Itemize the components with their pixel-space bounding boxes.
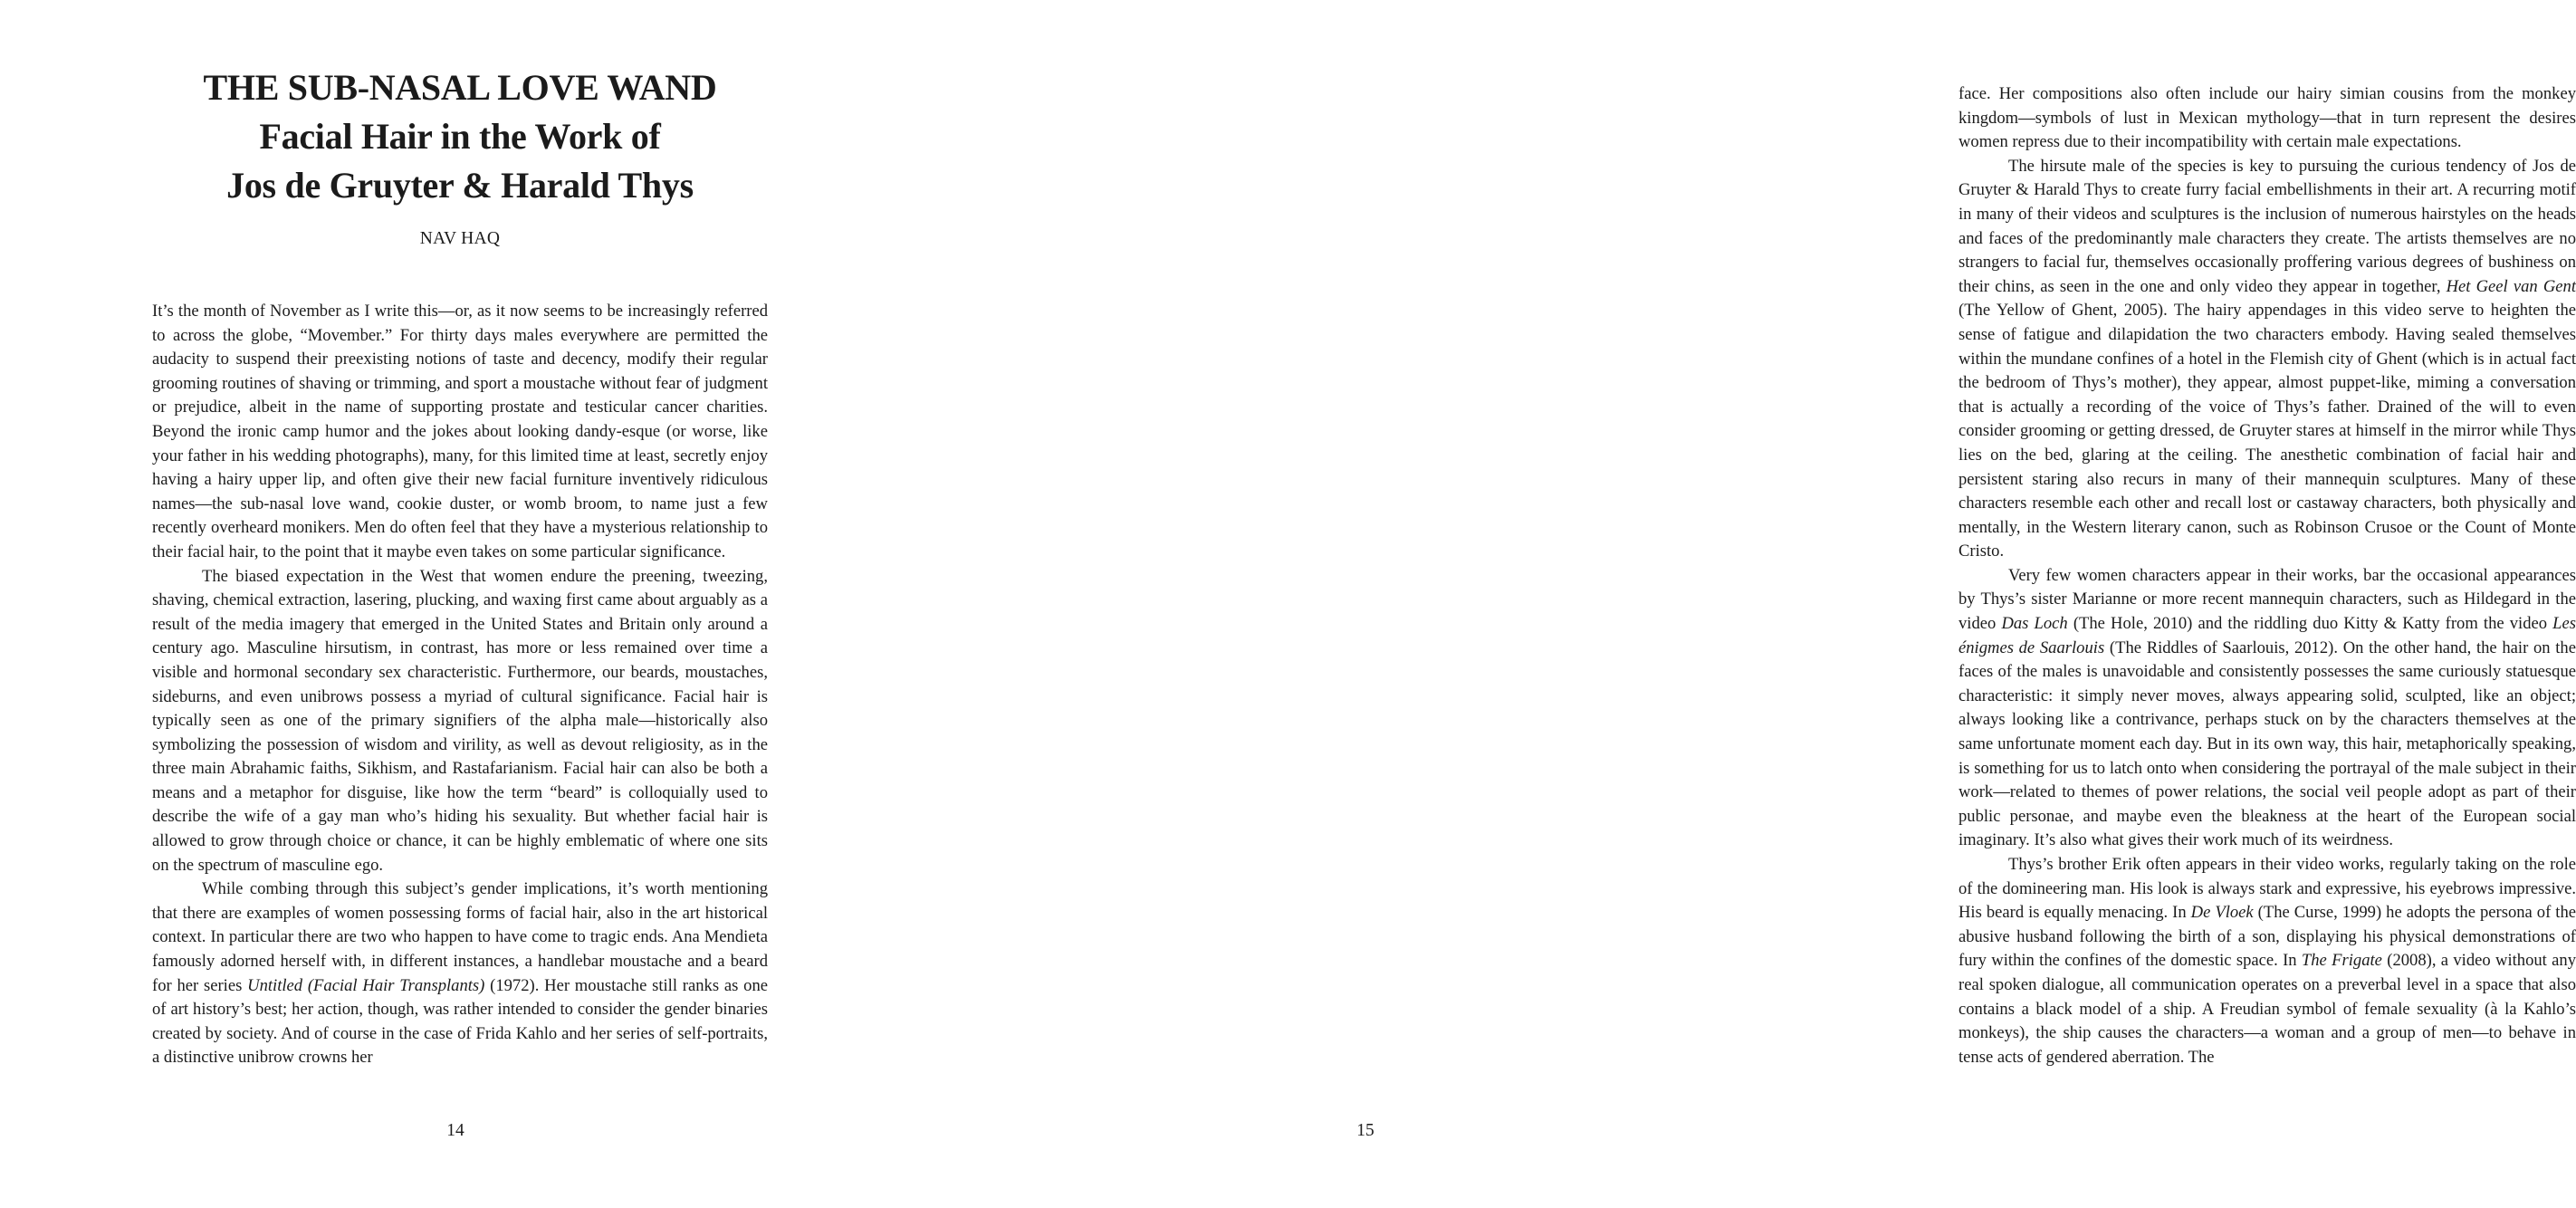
text-run: (2008), a video without any real spoken dialogue, all communication operates on a preverbal level in a space that also contains a black model of a ship. A Freudian symbol of female sexuality (à la Kahlo’s monkeys), the ship causes the characters—a woman and a group of men—to behave in tense acts of gendered aberration. The (1958, 951, 2576, 1067)
italic-title: De Vloek (2190, 903, 2254, 923)
title-line-1: THE SUB-NASAL LOVE WAND (203, 67, 717, 108)
paragraph (152, 565, 768, 878)
left-page (0, 0, 905, 1208)
text-run: (The Hole, 2010) and the riddling duo Kitty & Katty from the video (2067, 614, 2553, 634)
page-number-left: 14 (446, 1121, 464, 1140)
left-body-text (152, 300, 768, 1070)
paragraph (1958, 155, 2576, 564)
text-run: (1972). Her moustache still ranks as one of art history’s best; her action, though, was rather intended to consider the gender binaries created by society. And of course in the case of Frida Kahlo and her series of self-portraits, a distinctive unibrow crowns her (152, 975, 768, 1068)
text-run: (The Yellow of Ghent, 2005). The hairy appendages in this video serve to heighten the sense of fatigue and dilapidation the two characters embody. Having sealed themselves within the mundane confines of a hotel in the Flemish city of Ghent (which is in actual fact the bedroom of Thys’s mother), they appear, almost puppet-like, miming a conversation that is actually a recording of the voice of Thys’s father. Drained of the will to even consider grooming or getting dressed, de Gruyter stares at himself in the mirror while Thys lies on the bed, glaring at the ceiling. The anesthetic combination of facial hair and persistent staring also recurs in many of their mannequin sculptures. Many of these characters resemble each other and recall lost or castaway characters, both physically and mentally, in the Western literary canon, such as Robinson Crusoe or the Count of Monte Cristo. (1958, 301, 2576, 561)
author-byline: NAV HAQ (419, 229, 501, 248)
paragraph (1958, 853, 2576, 1069)
text-run: (The Curse, 1999) he adopts the persona of the abusive husband following the birth of a son, displaying his physical demonstrations of fury within the confines of the domestic space. In (1958, 903, 2576, 971)
text-run: It’s the month of November as I write this—or, as it now seems to be increasingly referred to across the globe, “Movember.” For thirty days males everywhere are permitted the audacity to suspend their preexisting notions of taste and decency, modify their regular grooming routines of shaving or trimming, and sport a moustache without fear of judgment or prejudice, albeit in the name of supporting prostate and testicular cancer charities. Beyond the ironic camp humor and the jokes about looking dandy-esque (or worse, like your father in his wedding photographs), many, for this limited time at least, secretly enjoy having a hairy upper lip, and often give their new facial furniture inventively ridiculous names—the sub-nasal love wand, cookie duster, or womb broom, to name just a few recently overheard monikers. Men do often feel that they have a mysterious relationship to their facial hair, to the point that it maybe even takes on some particular significance. (152, 302, 768, 561)
article-title (152, 63, 768, 210)
paragraph (1958, 564, 2576, 853)
paragraph (152, 300, 768, 565)
italic-title: Het Geel van Gent (2446, 276, 2576, 296)
right-page (905, 0, 2576, 1208)
title-line-3: Jos de Gruyter & Harald Thys (226, 165, 694, 206)
text-run: (The Riddles of Saarlouis, 2012). On the other hand, the hair on the faces of the males is unavoidable and consistently possesses the same curiously statuesque characteristic: it simply never moves, always appearing solid, sculpted, like an object; always looking like a contrivance, perhaps stuck on by the characters themselves at the same unfortunate moment each day. But in its own way, this hair, metaphorically speaking, is something for us to latch onto when considering the portrayal of the male subject in their work—related to themes of power relations, the social veil people adopt as part of their public personae, and maybe even the bleakness at the heart of the European social imaginary. It’s also what gives their work much of its weirdness. (1958, 638, 2576, 850)
text-run: face. Her compositions also often include our hairy simian cousins from the monkey kingdom—symbols of lust in Mexican mythology—that in turn represent the desires women repress due to their incompatibility with certain male expectations. (1958, 84, 2576, 152)
text-run: While combing through this subject’s gender implications, it’s worth mentioning that there are examples of women possessing forms of facial hair, also in the art historical context. In particular there are two who happen to have come to tragic ends. Ana Mendieta famously adorned herself with, in different instances, a handlebar moustache and a beard for her series (152, 879, 768, 995)
italic-title: Les énigmes de Saarlouis (1958, 614, 2576, 657)
italic-title: The Frigate (2301, 951, 2382, 971)
text-run: The biased expectation in the West that women endure the preening, tweezing, shaving, chemical extraction, lasering, plucking, and waxing first came about arguably as a result of the media imagery that emerged in the United States and Britain only around a century ago. Masculine hirsutism, in contrast, has more or less remained over time a visible and hormonal secondary sex characteristic. Furthermore, our beards, moustaches, sideburns, and even unibrows possess a myriad of cultural significance. Facial hair is typically seen as one of the primary signifiers of the alpha male—historically also symbolizing the possession of wisdom and virility, as well as devout religiosity, as in the three main Abrahamic faiths, Sikhism, and Rastafarianism. Facial hair can also be both a means and a metaphor for disguise, like how the term “beard” is colloquially used to describe the wife of a gay man who’s hiding his sexuality. But whether facial hair is allowed to grow through choice or chance, it can be highly emblematic of where one sits on the spectrum of masculine ego. (152, 566, 768, 875)
paragraph (1958, 82, 2576, 155)
text-run: Thys’s brother Erik often appears in their video works, regularly taking on the role of the domineering man. His look is always stark and expressive, his eyebrows impressive. His beard is equally menacing. In (1958, 855, 2576, 923)
text-run: The hirsute male of the species is key to pursuing the curious tendency of Jos de Gruyter & Harald Thys to create furry facial embellishments in their art. A recurring motif in many of their videos and sculptures is the inclusion of numerous hairstyles on the heads and faces of the predominantly male characters they create. The artists themselves are no strangers to facial fur, themselves occasionally proffering various degrees of bushiness on their chins, as seen in the one and only video they appear in together, (1958, 156, 2576, 296)
italic-title: Untitled (Facial Hair Transplants) (247, 975, 485, 995)
page-number-right: 15 (1356, 1121, 1374, 1140)
title-line-2: Facial Hair in the Work of (259, 116, 661, 157)
text-run: Very few women characters appear in their works, bar the occasional appearances by Thys’s sister Marianne or more recent mannequin characters, such as Hildegard in the video (1958, 565, 2576, 634)
italic-title: Das Loch (2001, 614, 2068, 634)
right-body-text (1958, 82, 2576, 1069)
paragraph (152, 877, 768, 1070)
